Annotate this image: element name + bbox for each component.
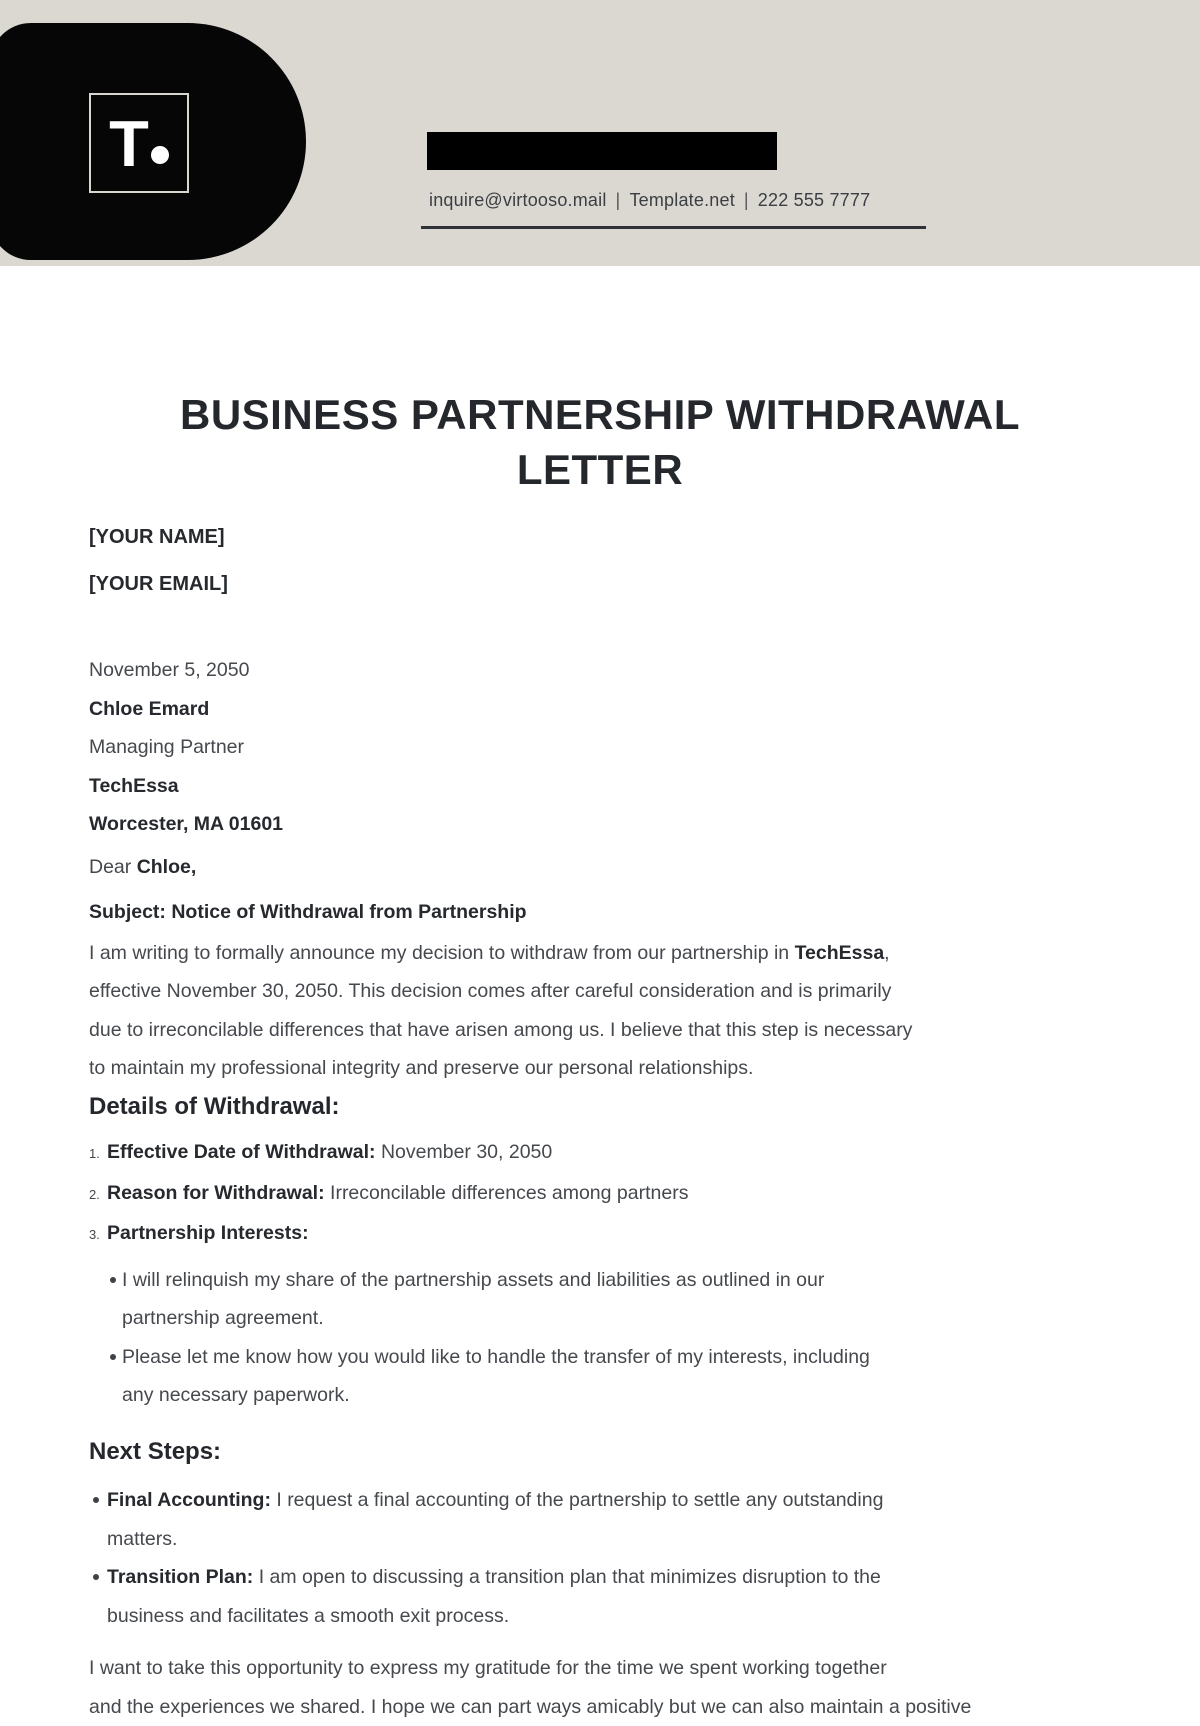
logo-dot-icon <box>151 146 169 164</box>
recipient-title: Managing Partner <box>89 728 1111 767</box>
bullet-text: Please let me know how you would like to handle the transfer of my interests, including any necessary paperwork. <box>122 1338 870 1415</box>
detail-item <box>89 1174 1111 1215</box>
next-step-item <box>93 1558 1111 1635</box>
letter-title <box>89 387 1111 497</box>
contact-phone: 222 555 7777 <box>758 190 871 210</box>
next-steps-list <box>89 1481 1111 1635</box>
bullet-item <box>110 1338 1111 1415</box>
bullet-item <box>110 1261 1111 1338</box>
sender-email-placeholder: [YOUR EMAIL] <box>89 565 1111 604</box>
closing-line: and the experiences we shared. I hope we can part ways amicably but we can also maintain a positive <box>89 1688 1111 1726</box>
letter-title-line2: LETTER <box>517 446 683 493</box>
bullet-dot-icon <box>110 1354 116 1360</box>
bullet-dot-icon <box>93 1497 99 1503</box>
next-step-text: Transition Plan: I am open to discussing a transition plan that minimizes disruption to the business and facilitates a smooth exit process. <box>107 1558 881 1635</box>
details-heading: Details of Withdrawal: <box>89 1088 1111 1127</box>
intro-paragraph <box>89 934 1111 1088</box>
bullet-dot-icon <box>110 1277 116 1283</box>
intro-line: due to irreconcilable differences that have arisen among us. I believe that this step is necessary <box>89 1011 1111 1050</box>
detail-item <box>89 1214 1111 1255</box>
detail-text: Effective Date of Withdrawal: November 30, 2050 <box>107 1133 552 1172</box>
redacted-company-name-bar <box>427 132 777 170</box>
header-band <box>0 0 1200 266</box>
detail-number: 2. <box>89 1176 107 1215</box>
bullet-text: I will relinquish my share of the partnership assets and liabilities as outlined in our partnership agreement. <box>122 1261 824 1338</box>
intro-line: to maintain my professional integrity and preserve our personal relationships. <box>89 1049 1111 1088</box>
contact-underline <box>421 226 926 229</box>
brand-logo <box>89 93 189 193</box>
contact-line <box>429 190 870 211</box>
letter-title-line1: BUSINESS PARTNERSHIP WITHDRAWAL <box>180 391 1020 438</box>
next-step-text: Final Accounting: I request a final accounting of the partnership to settle any outstanding matters. <box>107 1481 883 1558</box>
bullet-dot-icon <box>93 1574 99 1580</box>
details-list <box>89 1133 1111 1255</box>
next-steps-heading: Next Steps: <box>89 1433 1111 1472</box>
letter-body <box>0 387 1200 1726</box>
detail-item <box>89 1133 1111 1174</box>
contact-website: Template.net <box>629 190 734 210</box>
sender-name-placeholder: [YOUR NAME] <box>89 518 1111 557</box>
recipient-name: Chloe Emard <box>89 690 1111 729</box>
detail-number: 1. <box>89 1135 107 1174</box>
recipient-block <box>89 651 1111 844</box>
contact-separator: | <box>744 190 749 210</box>
salutation-name: Chloe, <box>137 856 197 878</box>
recipient-location: Worcester, MA 01601 <box>89 805 1111 844</box>
contact-separator: | <box>616 190 621 210</box>
detail-bullet-list <box>110 1261 1111 1415</box>
intro-line: effective November 30, 2050. This decision comes after careful consideration and is primarily <box>89 972 1111 1011</box>
closing-paragraph <box>89 1649 1111 1726</box>
subject-line: Subject: Notice of Withdrawal from Partnership <box>89 893 1111 932</box>
contact-email: inquire@virtooso.mail <box>429 190 607 210</box>
company-name-inline: TechEssa <box>795 942 885 964</box>
recipient-company: TechEssa <box>89 767 1111 806</box>
brand-pill <box>0 23 306 260</box>
detail-text: Reason for Withdrawal: Irreconcilable differences among partners <box>107 1174 688 1213</box>
letter-date: November 5, 2050 <box>89 651 1111 690</box>
next-step-item <box>93 1481 1111 1558</box>
salutation: Dear Chloe, <box>89 848 1111 887</box>
detail-number: 3. <box>89 1216 107 1255</box>
detail-text: Partnership Interests: <box>107 1214 309 1253</box>
logo-letter: T <box>109 111 149 176</box>
closing-line: I want to take this opportunity to express my gratitude for the time we spent working together <box>89 1649 1111 1688</box>
intro-line: I am writing to formally announce my decision to withdraw from our partnership in TechEssa, <box>89 934 1111 973</box>
